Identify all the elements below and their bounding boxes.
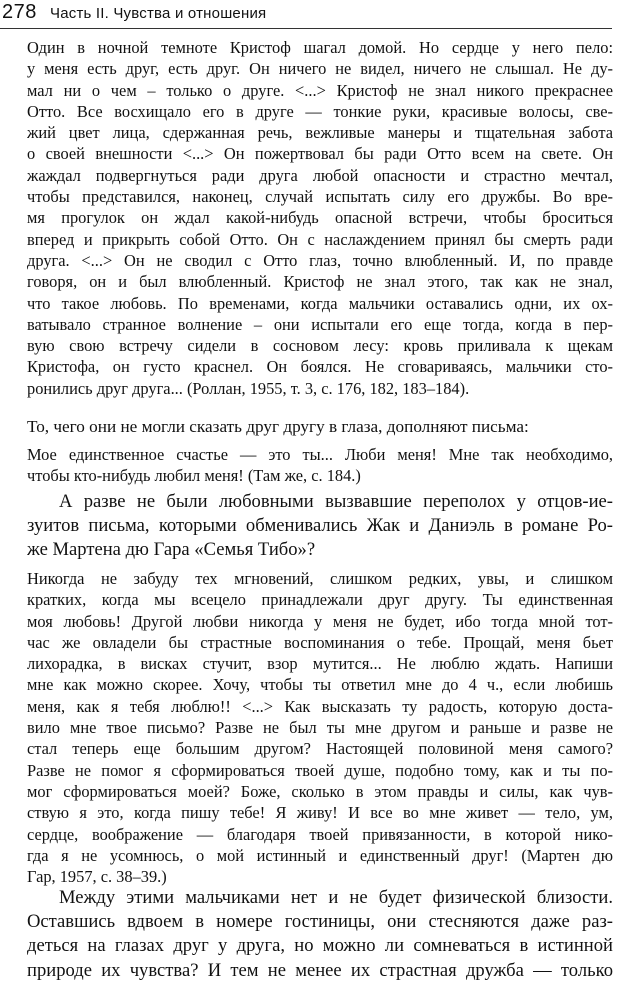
text-line: Мое единственное счастье — это ты... Люби меня! Мне так необходимо, <box>27 445 613 464</box>
text-line: мя прогулок он ждал какой-нибудь опасной встречи, чтобы броситься <box>27 208 613 228</box>
running-title: Часть II. Чувства и отношения <box>50 5 267 22</box>
text-line: Отто. Все восхищало его в друге — тонкие руки, красивые волосы, све- <box>27 101 613 121</box>
text-line: у меня есть друг, есть друг. Он ничего не видел, ничего не слышал. Не ду- <box>27 59 613 79</box>
lead-paragraph <box>27 416 613 438</box>
body-paragraph <box>27 886 613 983</box>
text-line: мог сформироваться моей? Боже, сколько в этом правды и силы, как чув- <box>27 781 613 801</box>
text-line: Оставшись вдвоем в номере гостиницы, они стесняются даже раз- <box>27 911 613 933</box>
body-paragraph <box>27 490 613 563</box>
text-line: Кристофа, он густо краснел. Он боялся. Не сговариваясь, мальчики сто- <box>27 357 613 377</box>
text-line: сердце, воображение — благодаря твоей привязанности, в которой нико- <box>27 824 613 844</box>
text-line: мне как можно скорее. Хочу, чтобы ты ответил мне до 4 ч., если любишь <box>27 675 613 695</box>
text-line: А разве не были любовными вызвавшие переполох у отцов-ие- <box>59 491 613 512</box>
text-line: деться на глазах друг у друга, но можно ли сомневаться в истинной <box>27 935 613 957</box>
text-line: вило мне твое письмо? Разве не был ты мне другом и раньше и разве не <box>27 718 613 738</box>
text-line: мал ни о чем – только о друге. <...> Кристоф не знал никого прекраснее <box>27 80 613 100</box>
text-line: Гар, 1957, с. 38–39.) <box>27 867 167 887</box>
text-line: природе их чувства? И тем не менее их страстная дружба — только <box>27 959 613 981</box>
text-line: чтобы представился, наконец, случай испытать силу его дружбы. Во вре- <box>27 187 613 207</box>
text-line: Один в ночной темноте Кристоф шагал домой. Но сердце у него пело: <box>27 38 613 57</box>
text-line: друга. <...> Он не сводил с Отто глаз, точно влюбленный. И, по правде <box>27 250 613 270</box>
text-line: Между этими мальчиками нет и не будет физической близости. <box>59 887 613 908</box>
page-number: 278 <box>2 1 37 23</box>
text-line: ронились друг друга... (Роллан, 1955, т. 3, с. 176, 182, 183–184). <box>27 378 470 398</box>
text-line: час же овладели бы страстные воспоминания о тебе. Прощай, меня бьет <box>27 632 613 652</box>
text-line: стал теперь еще большим другом? Настоящей половиной меня самого? <box>27 739 613 759</box>
quote-letter-short <box>27 444 613 487</box>
text-line: меня, как я тебя люблю!! <...> Как высказать ту радость, которую доста- <box>27 696 613 716</box>
text-line: о своей внешности <...> Он пожертвовал бы ради Отто всем на свете. Он <box>27 144 613 164</box>
text-line: чтобы кто-нибудь любил меня! (Там же, с. 184.) <box>27 466 361 486</box>
text-line: Разве не помог я сформироваться твоей душе, подобно тому, как и ты по- <box>27 760 613 780</box>
text-line: гда я не усомнюсь, о мой истинный и единственный друг! (Мартен дю <box>27 845 613 865</box>
text-line: вперед и прикрыть собой Отто. Он с наслаждением принял бы смерть ради <box>27 229 613 249</box>
text-line: жий цвет лица, сдержанная речь, вежливые манеры и тщательная забота <box>27 123 613 143</box>
quote-rolland <box>27 37 613 399</box>
text-line: зуитов письма, которыми обменивались Жак и Даниэль в романе Ро- <box>27 515 613 537</box>
text-line: ствую я это, когда пишу тебе! Я живу! И все во мне живет — тело, ум, <box>27 803 613 823</box>
running-header <box>0 0 612 29</box>
text-line: же Мартена дю Гара «Семья Тибо»? <box>27 539 316 561</box>
text-line: То, чего они не могли сказать друг другу в глаза, дополняют письма: <box>27 417 529 436</box>
text-line: говоря, он и был влюбленный. Кристоф не знал этого, так как не знал, <box>27 272 613 292</box>
quote-martin-du-gard <box>27 568 613 887</box>
text-line: кратких, когда мы всецело принадлежали друг другу. Ты единственная <box>27 590 613 610</box>
text-line: ватывало странное волнение – они испытали его еще тогда, когда в пер- <box>27 314 613 334</box>
text-line: лихорадка, в висках стучит, взор мутится... Не люблю ждать. Напиши <box>27 654 613 674</box>
text-line: что такое любовь. По временами, когда мальчики оставались одни, их ох- <box>27 293 613 313</box>
text-line: моя любовь! Другой любви никогда у меня не будет, ибо тогда мной тот- <box>27 611 613 631</box>
text-line: вую свою встречу сидели в сосновом лесу: кровь приливала к щекам <box>27 336 613 356</box>
text-line: Никогда не забуду тех мгновений, слишком редких, увы, и слишком <box>27 569 613 588</box>
text-line: жаждал подвергнуться ради друга любой опасности и страстно мечтал, <box>27 165 613 185</box>
